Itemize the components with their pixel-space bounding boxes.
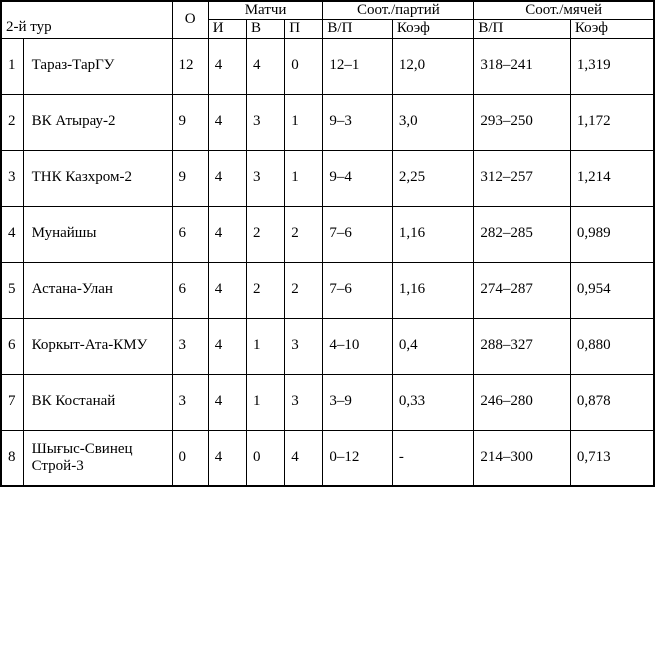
- row-points: 9: [172, 94, 208, 150]
- table-row: [1, 38, 654, 94]
- row-sets-coef: 3,0: [392, 94, 473, 150]
- row-lost: 1: [285, 150, 323, 206]
- table-head: [1, 1, 654, 38]
- row-team-name: ВК Костанай: [23, 374, 172, 430]
- row-points: 9: [172, 150, 208, 206]
- row-rank: 4: [1, 206, 23, 262]
- row-sets-coef: -: [392, 430, 473, 486]
- row-balls-ratio: 246–280: [474, 374, 571, 430]
- table-row: [1, 94, 654, 150]
- row-sets-coef: 12,0: [392, 38, 473, 94]
- column-header-balls-coef: Коэф: [570, 20, 654, 38]
- header-group-row: [1, 1, 654, 20]
- row-lost: 4: [285, 430, 323, 486]
- row-balls-coef: 0,880: [570, 318, 654, 374]
- table-row: [1, 318, 654, 374]
- column-header-sets-coef: Коэф: [392, 20, 473, 38]
- row-rank: 7: [1, 374, 23, 430]
- row-rank: 5: [1, 262, 23, 318]
- table-row: [1, 206, 654, 262]
- row-team-name: Коркыт-Ата-КМУ: [23, 318, 172, 374]
- table-row: [1, 150, 654, 206]
- row-sets-ratio: 7–6: [323, 206, 392, 262]
- row-sets-coef: 0,33: [392, 374, 473, 430]
- row-balls-ratio: 288–327: [474, 318, 571, 374]
- row-points: 3: [172, 374, 208, 430]
- row-balls-coef: 0,954: [570, 262, 654, 318]
- row-won: 1: [246, 318, 284, 374]
- column-group-matches: Матчи: [208, 1, 323, 20]
- row-won: 2: [246, 206, 284, 262]
- row-played: 4: [208, 318, 246, 374]
- table-row: [1, 262, 654, 318]
- row-played: 4: [208, 38, 246, 94]
- row-won: 2: [246, 262, 284, 318]
- tour-title-cell: 2-й тур: [1, 1, 172, 38]
- table-row: [1, 374, 654, 430]
- row-sets-coef: 0,4: [392, 318, 473, 374]
- row-won: 3: [246, 94, 284, 150]
- column-header-won: В: [246, 20, 284, 38]
- column-header-sets-ratio: В/П: [323, 20, 392, 38]
- row-balls-ratio: 293–250: [474, 94, 571, 150]
- row-balls-coef: 0,713: [570, 430, 654, 486]
- row-balls-coef: 0,878: [570, 374, 654, 430]
- row-sets-ratio: 4–10: [323, 318, 392, 374]
- row-lost: 0: [285, 38, 323, 94]
- column-group-balls: Соот./мячей: [474, 1, 654, 20]
- row-team-name: Тараз-ТарГУ: [23, 38, 172, 94]
- column-group-sets: Соот./партий: [323, 1, 474, 20]
- row-team-name: Шығыс-Свинец Строй-3: [23, 430, 172, 486]
- row-sets-ratio: 12–1: [323, 38, 392, 94]
- row-played: 4: [208, 430, 246, 486]
- row-won: 1: [246, 374, 284, 430]
- row-balls-ratio: 312–257: [474, 150, 571, 206]
- row-won: 0: [246, 430, 284, 486]
- column-header-balls-ratio: В/П: [474, 20, 571, 38]
- row-lost: 1: [285, 94, 323, 150]
- row-points: 6: [172, 262, 208, 318]
- row-balls-ratio: 274–287: [474, 262, 571, 318]
- row-rank: 8: [1, 430, 23, 486]
- row-played: 4: [208, 262, 246, 318]
- row-team-name: Мунайшы: [23, 206, 172, 262]
- row-sets-coef: 1,16: [392, 262, 473, 318]
- row-points: 6: [172, 206, 208, 262]
- row-played: 4: [208, 150, 246, 206]
- row-sets-ratio: 9–3: [323, 94, 392, 150]
- row-sets-ratio: 9–4: [323, 150, 392, 206]
- row-lost: 3: [285, 374, 323, 430]
- row-sets-ratio: 3–9: [323, 374, 392, 430]
- row-rank: 3: [1, 150, 23, 206]
- row-sets-ratio: 7–6: [323, 262, 392, 318]
- row-points: 12: [172, 38, 208, 94]
- row-sets-coef: 1,16: [392, 206, 473, 262]
- row-points: 0: [172, 430, 208, 486]
- row-team-name: ВК Атырау-2: [23, 94, 172, 150]
- table-body: [1, 38, 654, 486]
- row-team-name: ТНК Казхром-2: [23, 150, 172, 206]
- row-lost: 3: [285, 318, 323, 374]
- row-played: 4: [208, 206, 246, 262]
- row-sets-coef: 2,25: [392, 150, 473, 206]
- row-won: 3: [246, 150, 284, 206]
- row-points: 3: [172, 318, 208, 374]
- row-balls-coef: 1,319: [570, 38, 654, 94]
- row-balls-coef: 0,989: [570, 206, 654, 262]
- column-header-points: О: [172, 1, 208, 38]
- row-balls-coef: 1,172: [570, 94, 654, 150]
- column-header-lost: П: [285, 20, 323, 38]
- row-rank: 1: [1, 38, 23, 94]
- row-balls-ratio: 282–285: [474, 206, 571, 262]
- table-row: [1, 430, 654, 486]
- row-balls-ratio: 318–241: [474, 38, 571, 94]
- row-played: 4: [208, 374, 246, 430]
- row-balls-ratio: 214–300: [474, 430, 571, 486]
- row-rank: 2: [1, 94, 23, 150]
- row-lost: 2: [285, 262, 323, 318]
- row-won: 4: [246, 38, 284, 94]
- row-team-name: Астана-Улан: [23, 262, 172, 318]
- column-header-played: И: [208, 20, 246, 38]
- row-played: 4: [208, 94, 246, 150]
- row-sets-ratio: 0–12: [323, 430, 392, 486]
- row-lost: 2: [285, 206, 323, 262]
- row-balls-coef: 1,214: [570, 150, 654, 206]
- row-rank: 6: [1, 318, 23, 374]
